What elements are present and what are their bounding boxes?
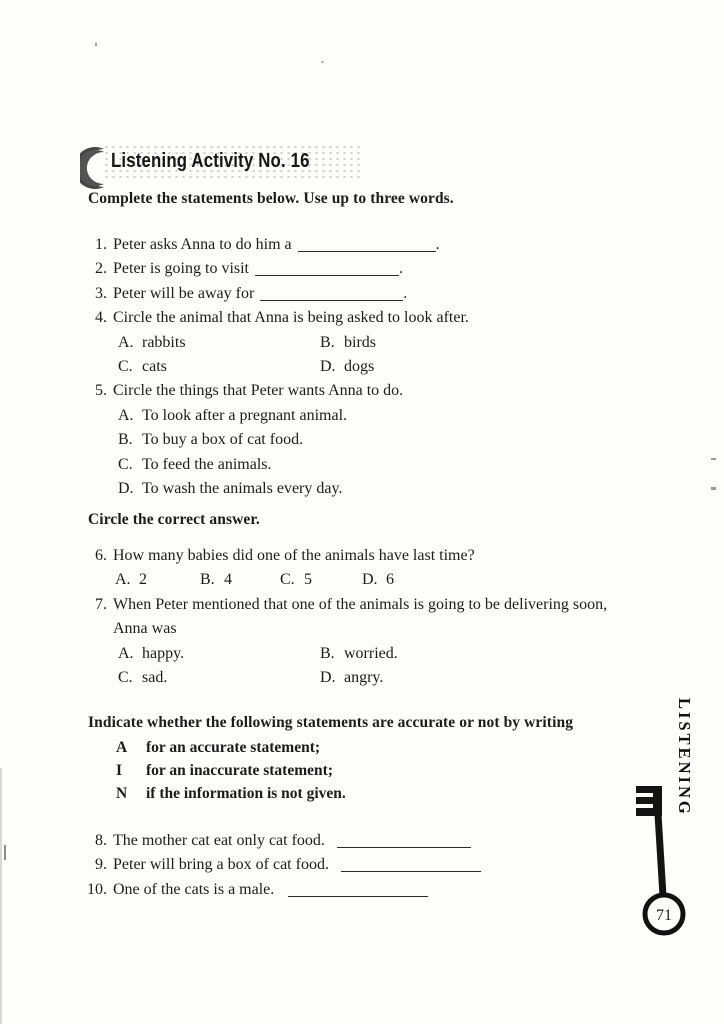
circle-questions xyxy=(57,544,657,690)
answer-blank xyxy=(255,262,399,276)
legend-row-accurate xyxy=(57,737,346,760)
question-text: How many babies did one of the animals have last time? xyxy=(113,547,475,564)
option-label: B. xyxy=(118,431,133,449)
option-b xyxy=(118,428,657,452)
question-row-6 xyxy=(57,544,657,568)
option-pair-row xyxy=(118,331,657,355)
question-7-options xyxy=(57,642,657,691)
sidebar-section-label: LISTENING xyxy=(675,698,694,817)
option-text: 4 xyxy=(224,571,232,589)
option-text: To feed the animals. xyxy=(142,455,272,473)
option-label: D. xyxy=(320,358,336,376)
option-label: B. xyxy=(320,333,335,351)
option-c xyxy=(118,666,320,690)
sentence-period: . xyxy=(399,260,403,278)
option-a xyxy=(118,642,320,666)
scan-edge-line xyxy=(0,768,2,1024)
question-number: 1. xyxy=(95,236,107,253)
answer-blank xyxy=(341,858,481,872)
legend-letter: A xyxy=(116,739,128,756)
scan-mark xyxy=(711,487,716,490)
question-text: Peter will be away for . xyxy=(113,284,408,302)
option-text: To buy a box of cat food. xyxy=(142,431,304,449)
question-row-5 xyxy=(57,379,657,403)
question-row-3 xyxy=(57,282,657,306)
option-c xyxy=(280,568,362,592)
question-number: 3. xyxy=(95,284,107,302)
option-label: C. xyxy=(118,455,133,473)
option-label: D. xyxy=(362,571,378,589)
title-speckle-box xyxy=(103,144,364,182)
option-label: D. xyxy=(118,480,134,498)
question-text: Circle the animal that Anna is being asked to look after. xyxy=(113,309,469,327)
option-text: 6 xyxy=(386,571,394,589)
fill-questions xyxy=(57,233,657,501)
question-row-4 xyxy=(57,306,657,330)
legend-row-not-given xyxy=(57,783,346,806)
question-text: When Peter mentioned that one of the animals is going to be delivering soon, xyxy=(113,595,608,613)
question-number: 10. xyxy=(87,880,107,898)
question-text: The mother cat eat only cat food. xyxy=(113,829,471,853)
sentence-period: . xyxy=(435,236,440,253)
question-7-continuation: Anna was xyxy=(113,620,177,638)
question-text: One of the cats is a male. xyxy=(113,878,428,902)
option-text: dogs xyxy=(344,358,375,376)
circle-section-instruction: Circle the correct answer. xyxy=(88,511,260,528)
option-text: rabbits xyxy=(142,333,186,351)
question-text: Peter will bring a box of cat food. xyxy=(113,853,481,877)
legend-text: for an inaccurate statement; xyxy=(146,761,333,779)
option-c xyxy=(118,453,657,477)
accuracy-section-instruction: Indicate whether the following statements are accurate or not by writing xyxy=(88,714,574,731)
option-a xyxy=(118,404,657,428)
option-text: 5 xyxy=(304,571,312,589)
question-number: 4. xyxy=(95,309,107,327)
scan-mark xyxy=(4,845,6,860)
question-number: 5. xyxy=(95,382,107,400)
accuracy-legend xyxy=(57,737,346,806)
option-text: 2 xyxy=(139,571,147,589)
option-pair-row xyxy=(118,642,657,666)
option-d xyxy=(320,666,383,690)
option-label: A. xyxy=(115,571,131,589)
key-ornament-icon xyxy=(628,780,702,944)
page-title: Listening Activity No. 16 xyxy=(111,150,310,172)
question-4-options xyxy=(57,331,657,380)
scan-speck xyxy=(321,61,324,63)
question-row-9 xyxy=(57,853,657,877)
option-text: sad. xyxy=(142,669,168,687)
question-number: 6. xyxy=(95,547,107,564)
option-label: D. xyxy=(320,669,336,687)
option-d xyxy=(320,355,374,379)
option-a xyxy=(118,331,320,355)
question-text: Circle the things that Peter wants Anna to do. xyxy=(113,382,404,400)
question-number: 9. xyxy=(95,856,107,874)
question-row-8 xyxy=(57,829,657,853)
option-pair-row xyxy=(118,355,657,379)
scan-mark xyxy=(711,458,716,460)
option-d xyxy=(362,568,394,592)
legend-letter: N xyxy=(116,784,128,802)
option-text: cats xyxy=(142,358,167,376)
page-number: 71 xyxy=(656,907,672,924)
option-label: C. xyxy=(118,358,133,376)
answer-blank xyxy=(337,834,471,848)
question-6-options xyxy=(57,568,657,592)
legend-text: if the information is not given. xyxy=(146,784,346,802)
option-a xyxy=(115,568,200,592)
option-pair-row xyxy=(118,666,657,690)
fill-section-instruction: Complete the statements below. Use up to three words. xyxy=(88,190,454,207)
crescent-moon-icon xyxy=(80,146,110,190)
option-b xyxy=(320,642,398,666)
option-b xyxy=(320,331,376,355)
option-d xyxy=(118,477,657,501)
legend-letter: I xyxy=(116,761,123,779)
answer-blank xyxy=(260,287,403,301)
question-text: Peter is going to visit . xyxy=(113,260,403,278)
option-text: To wash the animals every day. xyxy=(142,480,343,498)
option-text: worried. xyxy=(344,644,398,662)
option-label: B. xyxy=(320,644,335,662)
question-row-10 xyxy=(57,878,657,902)
sentence-period: . xyxy=(403,284,408,302)
question-row-2 xyxy=(57,257,657,281)
option-label: A. xyxy=(118,644,134,662)
option-label: A. xyxy=(118,406,134,424)
accuracy-questions xyxy=(57,829,657,902)
legend-text: for an accurate statement; xyxy=(146,739,321,756)
legend-row-inaccurate xyxy=(57,760,346,783)
option-label: C. xyxy=(118,669,133,687)
option-text: birds xyxy=(344,333,376,351)
scan-speck xyxy=(95,43,97,46)
answer-blank xyxy=(288,883,428,897)
question-text: Peter asks Anna to do him a . xyxy=(113,236,440,253)
question-5-options xyxy=(57,404,657,502)
question-number: 8. xyxy=(95,832,107,849)
option-text: angry. xyxy=(344,669,384,687)
question-number: 7. xyxy=(95,595,107,613)
question-row-7 xyxy=(57,593,657,617)
option-label: A. xyxy=(118,333,134,351)
question-row-1 xyxy=(57,233,657,257)
option-label: B. xyxy=(200,571,215,589)
option-text: happy. xyxy=(142,644,185,662)
title-row xyxy=(80,144,364,190)
option-b xyxy=(200,568,280,592)
answer-blank xyxy=(298,238,436,252)
option-text: To look after a pregnant animal. xyxy=(142,406,348,424)
option-c xyxy=(118,355,320,379)
option-label: C. xyxy=(280,571,295,589)
question-number: 2. xyxy=(95,260,107,278)
